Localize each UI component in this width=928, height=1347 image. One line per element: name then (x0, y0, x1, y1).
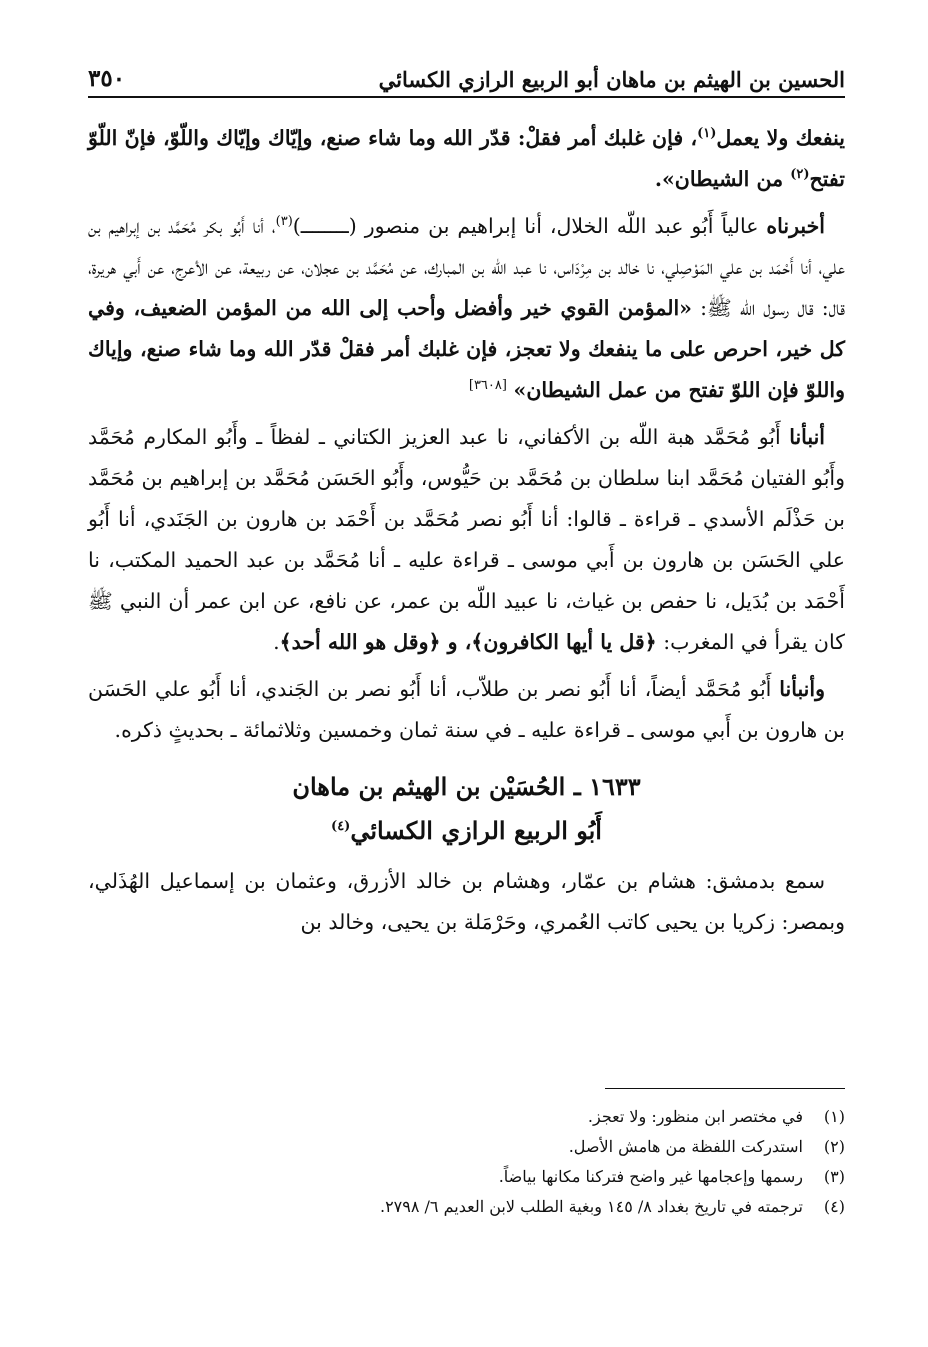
main-text (88, 118, 845, 943)
page-number: ٣٥٠ (88, 65, 126, 92)
page-header (88, 56, 845, 98)
paragraph-3-hadith: ﴿قل يا أيها الكافرون﴾، و ﴿وقل هو الله أحد﴾ (279, 630, 657, 654)
paragraph-4-lead: وأنبأنا (779, 677, 825, 701)
footnote-item (88, 1132, 845, 1162)
paragraph-2-text-2: ، أنا أَبُو بكر مُحَمَّد بن إبراهيم بن علي، أنا أَحْمَد بن علي المَوْصِلي، نا خالد بن مِرْدَاس، نا عبد اللّه بن المبارك، عن مُحَمَّد بن عجلان، عن ربيعة، عن الأعرج، عن أَبي هريرة، قال: قال رسول الله ﷺ: (88, 214, 845, 320)
footnote-number: (٢) (823, 1137, 845, 1156)
footnote-text: ترجمته في تاريخ بغداد ٨/ ١٤٥ وبغية الطلب لابن العديم ٦/ ٢٧٩٨. (379, 1197, 803, 1216)
paragraph-1-text-3: من الشيطان». (654, 167, 784, 191)
footnote-number: (٣) (823, 1167, 845, 1186)
paragraph-3 (88, 417, 845, 663)
paragraph-3-text-1: أَبُو مُحَمَّد هبة اللّه بن الأكفاني، نا عبد العزيز الكتاني ـ لفظاً ـ وأَبُو المكارم مُحَمَّد وأَبُو الفتيان مُحَمَّد ابنا سلطان بن مُحَمَّد بن حَيُّوس، وأَبُو الحَسَن مُحَمَّد بن إبراهيم بن مُحَمَّد بن حَذْلَم الأسدي ـ قراءة ـ قالوا: أنا أَبُو نصر مُحَمَّد بن أَحْمَد بن هارون بن الجَنَدي، أنا أَبُو علي الحَسَن بن هارون بن أَبي موسى ـ قراءة عليه ـ أنا مُحَمَّد بن عبد الحميد المكتب، نا أَحْمَد بن بُدَيل، نا حفص بن غياث، نا عبيد اللّه بن عمر، عن نافع، عن ابن عمر أن النبي ﷺ كان يقرأ في المغرب: (88, 425, 845, 654)
footnote-number: (١) (823, 1107, 845, 1126)
footnote-ref-4: (٤) (331, 819, 351, 834)
paragraph-4-text-1: أَبُو مُحَمَّد أيضاً، أنا أَبُو نصر بن طلاّب، أنا أَبُو نصر بن الجَندي، أنا أَبُو علي الحَسَن بن هارون بن أَبي موسى ـ قراءة عليه ـ في سنة ثمان وخمسين وثلاثمائة ـ بحديثٍ ذكره. (88, 677, 845, 742)
section-heading (88, 765, 845, 853)
paragraph-3-text-2: . (273, 630, 280, 654)
footnote-text: رسمها وإعجامها غير واضح فتركنا مكانها بياضاً. (498, 1167, 803, 1186)
footnote-number: (٤) (823, 1197, 845, 1216)
footnote-divider (605, 1088, 845, 1089)
footnotes (88, 1102, 845, 1222)
paragraph-4 (88, 669, 845, 751)
paragraph-2 (88, 206, 845, 411)
running-title: الحسين بن الهيثم بن ماهان أبو الربيع الرازي الكسائي (378, 67, 845, 92)
footnote-item (88, 1192, 845, 1222)
footnote-ref-2: (٢) (790, 167, 810, 183)
footnote-ref-3: (٣) (275, 214, 293, 230)
paragraph-1-text-1: ينفعك ولا يعمل (716, 126, 846, 150)
paragraph-1-text-2: ، فإن غلبك أمر فقلْ: قدّر الله وما شاء صنع، وإيّاك وإيّاك واللّوّ، فإنّ اللّوّ تفتح (88, 126, 845, 191)
section-body: سمع بدمشق: هشام بن عمّار، وهشام بن خالد الأزرق، وعثمان بن إسماعيل الهُذَلي، وبمصر: زكريا بن يحيى كاتب العُمري، وحَرْمَلة بن يحيى، وخالد بن (88, 869, 845, 934)
footnote-item (88, 1102, 845, 1132)
footnote-item (88, 1162, 845, 1192)
footnote-ref-1: (١) (697, 126, 717, 142)
footnote-text: استدركت اللفظة من هامش الأصل. (568, 1137, 803, 1156)
section-title-line-2: أَبُو الربيع الرازي الكسائي (350, 816, 602, 845)
paragraph-2-text-1: عالياً أَبُو عبد اللّه الخلال، أنا إبراهيم بن منصور (ــــــــ) (292, 214, 759, 238)
footnote-text: في مختصر ابن منظور: ولا تعجز. (587, 1107, 803, 1126)
paragraph-2-lead: أخبرناه (766, 214, 825, 238)
paragraph-3-lead: أنبأنا (789, 425, 825, 449)
paragraph-1 (88, 118, 845, 200)
book-page (88, 56, 845, 1306)
section-title-line-1: ١٦٣٣ ـ الحُسَيْن بن الهيثم بن ماهان (292, 772, 641, 801)
section-title-line-2-wrap (88, 809, 845, 853)
hadith-number: [٣٦٠٨] (468, 378, 507, 394)
paragraph-2-hadith: «المؤمن القوي خير وأفضل وأحب إلى الله من المؤمن الضعيف، وفي كل خير، احرص على ما ينفعك ولا تعجز، فإن غلبك أمر فقلْ قدّر الله وما شاء صنع، وإياك واللوّ فإن اللوّ تفتح من عمل الشيطان» (88, 296, 845, 402)
